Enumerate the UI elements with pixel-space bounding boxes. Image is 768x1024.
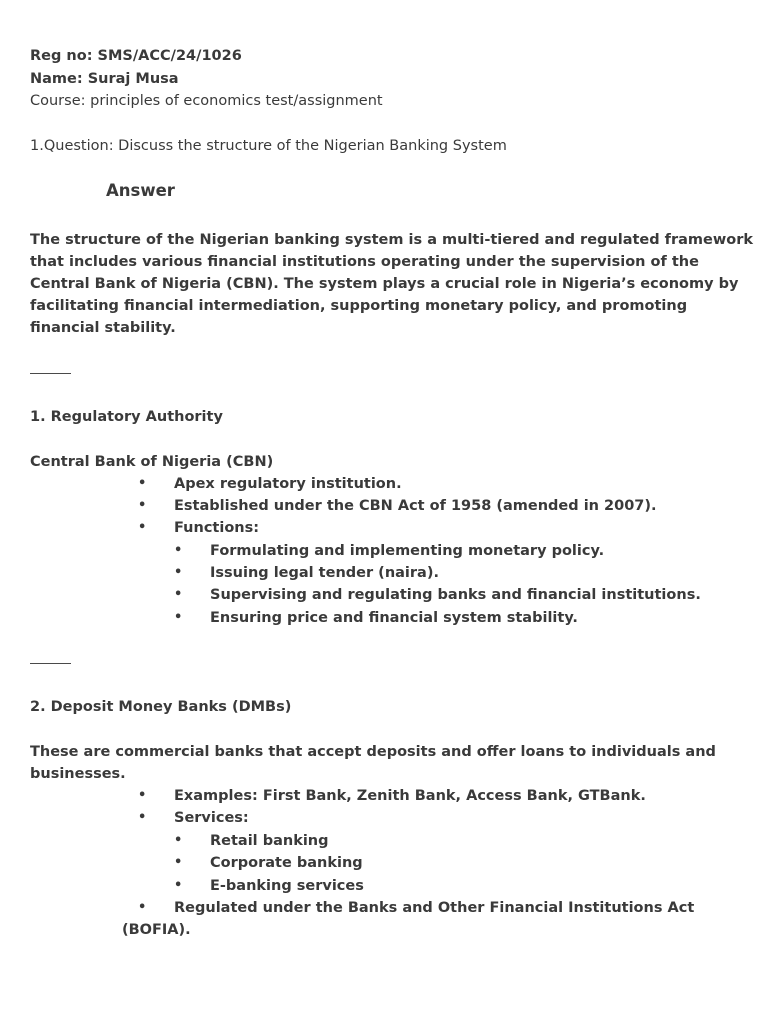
course-line: Course: principles of economics test/assignment: [30, 93, 383, 109]
intro-line: facilitating financial intermediation, supporting monetary policy, and promoting: [30, 298, 688, 314]
section1-subheading: Central Bank of Nigeria (CBN): [30, 454, 274, 470]
sub-list-item: E-banking services: [210, 878, 364, 894]
list-item: Apex regulatory institution.: [174, 476, 402, 492]
section2-intro-line: These are commercial banks that accept deposits and offer loans to individuals and: [30, 744, 716, 760]
intro-line: financial stability.: [30, 320, 176, 336]
sub-list-item: Ensuring price and financial system stability.: [210, 610, 578, 626]
section2-intro-line: businesses.: [30, 766, 126, 782]
reg-no: Reg no: SMS/ACC/24/1026: [30, 48, 242, 64]
bullet-icon: •: [174, 878, 183, 893]
list-item: Established under the CBN Act of 1958 (amended in 2007).: [174, 498, 657, 514]
sub-list-item: Retail banking: [210, 833, 329, 849]
answer-heading: Answer: [106, 181, 175, 200]
bullet-icon: •: [138, 900, 147, 915]
list-item: Services:: [174, 810, 249, 826]
sub-list-item: Formulating and implementing monetary policy.: [210, 543, 605, 559]
list-item: Functions:: [174, 520, 260, 536]
student-name: Name: Suraj Musa: [30, 71, 179, 87]
sub-list-item: Issuing legal tender (naira).: [210, 565, 439, 581]
section2-heading: 2. Deposit Money Banks (DMBs): [30, 699, 292, 715]
bullet-icon: •: [174, 543, 183, 558]
intro-line: that includes various financial institutions operating under the supervision of the: [30, 254, 699, 270]
bullet-icon: •: [174, 855, 183, 870]
bullet-icon: •: [174, 565, 183, 580]
bullet-icon: •: [138, 520, 147, 535]
bullet-icon: •: [138, 498, 147, 513]
section1-heading: 1. Regulatory Authority: [30, 409, 223, 425]
bullet-icon: •: [174, 833, 183, 848]
bullet-icon: •: [174, 587, 183, 602]
bullet-icon: •: [138, 788, 147, 803]
question-line: 1.Question: Discuss the structure of the Nigerian Banking System: [30, 138, 507, 154]
intro-line: Central Bank of Nigeria (CBN). The system plays a crucial role in Nigeria’s economy by: [30, 276, 739, 292]
intro-line: The structure of the Nigerian banking system is a multi-tiered and regulated framework: [30, 232, 754, 248]
sub-list-item: Supervising and regulating banks and financial institutions.: [210, 587, 701, 603]
section-divider: [30, 373, 71, 374]
sub-list-item: Corporate banking: [210, 855, 363, 871]
bullet-icon: •: [138, 810, 147, 825]
section-divider: [30, 663, 71, 664]
list-item-continuation: (BOFIA).: [122, 922, 191, 938]
list-item: Regulated under the Banks and Other Financial Institutions Act: [174, 900, 695, 916]
bullet-icon: •: [174, 610, 183, 625]
list-item: Examples: First Bank, Zenith Bank, Access Bank, GTBank.: [174, 788, 646, 804]
bullet-icon: •: [138, 476, 147, 491]
